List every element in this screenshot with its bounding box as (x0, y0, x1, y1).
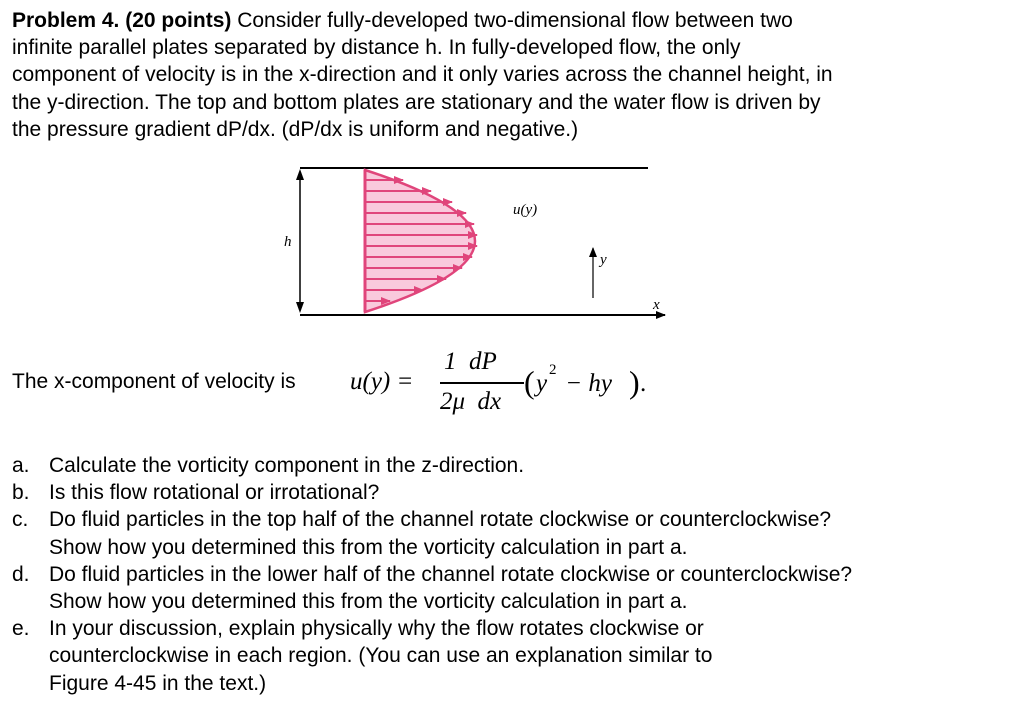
problem-heading: Problem 4. (20 points) (12, 9, 232, 32)
fraction-numerator: 1 dP (444, 348, 497, 375)
fraction-bar (440, 382, 524, 384)
velocity-equation (12, 346, 1012, 426)
question-list (12, 452, 1012, 697)
u-label: u(y) (513, 202, 538, 218)
question-label: d. (12, 562, 30, 586)
question-d (12, 561, 1012, 615)
height-arrow-top (296, 169, 304, 180)
y-variable: y (536, 370, 548, 397)
question-a (12, 452, 1012, 479)
flow-profile-figure (280, 160, 700, 330)
question-e (12, 615, 1012, 697)
h-label: h (284, 234, 292, 250)
question-text: In your discussion, explain physically why the flow rotates clockwise or (49, 617, 704, 641)
paren-close: ) (629, 364, 640, 400)
intro-line-4: the y-direction. The top and bottom plates are stationary and the water flow is driven by (12, 90, 821, 114)
question-label: b. (12, 481, 30, 505)
y-label: y (600, 252, 607, 268)
question-label: a. (12, 454, 30, 477)
minus-hy: − hy (559, 370, 612, 397)
question-text: Do fluid particles in the top half of the channel rotate clockwise or counterclockwise? (49, 508, 832, 532)
exponent: 2 (549, 362, 557, 378)
question-text: Calculate the vorticity component in the z-direction. (49, 454, 525, 477)
problem-statement (12, 7, 1012, 143)
intro-line-5: the pressure gradient dP/dx. (dP/dx is uniform and negative.) (12, 117, 579, 141)
question-text: Is this flow rotational or irrotational? (49, 481, 380, 505)
question-text: Show how you determined this from the vorticity calculation in part a. (49, 535, 688, 559)
intro-line-1: Consider fully-developed two-dimensional flow between two (231, 9, 793, 32)
question-label: e. (12, 617, 30, 641)
question-text: counterclockwise in each region. (You can use an explanation similar to (49, 644, 713, 668)
question-b (12, 479, 1012, 506)
equation-lhs: u(y) = (350, 368, 414, 395)
height-arrow-bottom (296, 302, 304, 313)
x-label: x (653, 297, 660, 313)
question-text: Show how you determined this from the vorticity calculation in part a. (49, 590, 688, 614)
fraction-denominator: 2μ dx (440, 388, 502, 415)
question-text: Figure 4-45 in the text.) (49, 671, 267, 695)
question-text: Do fluid particles in the lower half of the channel rotate clockwise or counterclockwise? (49, 562, 853, 586)
equation-label: The x-component of velocity is (12, 370, 296, 393)
question-label: c. (12, 508, 29, 532)
intro-line-2: infinite parallel plates separated by distance h. In fully-developed flow, the only (12, 36, 741, 60)
paren-open: ( (524, 364, 535, 400)
intro-line-3: component of velocity is in the x-direction and it only varies across the channel height, in (12, 63, 833, 87)
period: . (640, 370, 647, 397)
question-c (12, 506, 1012, 560)
